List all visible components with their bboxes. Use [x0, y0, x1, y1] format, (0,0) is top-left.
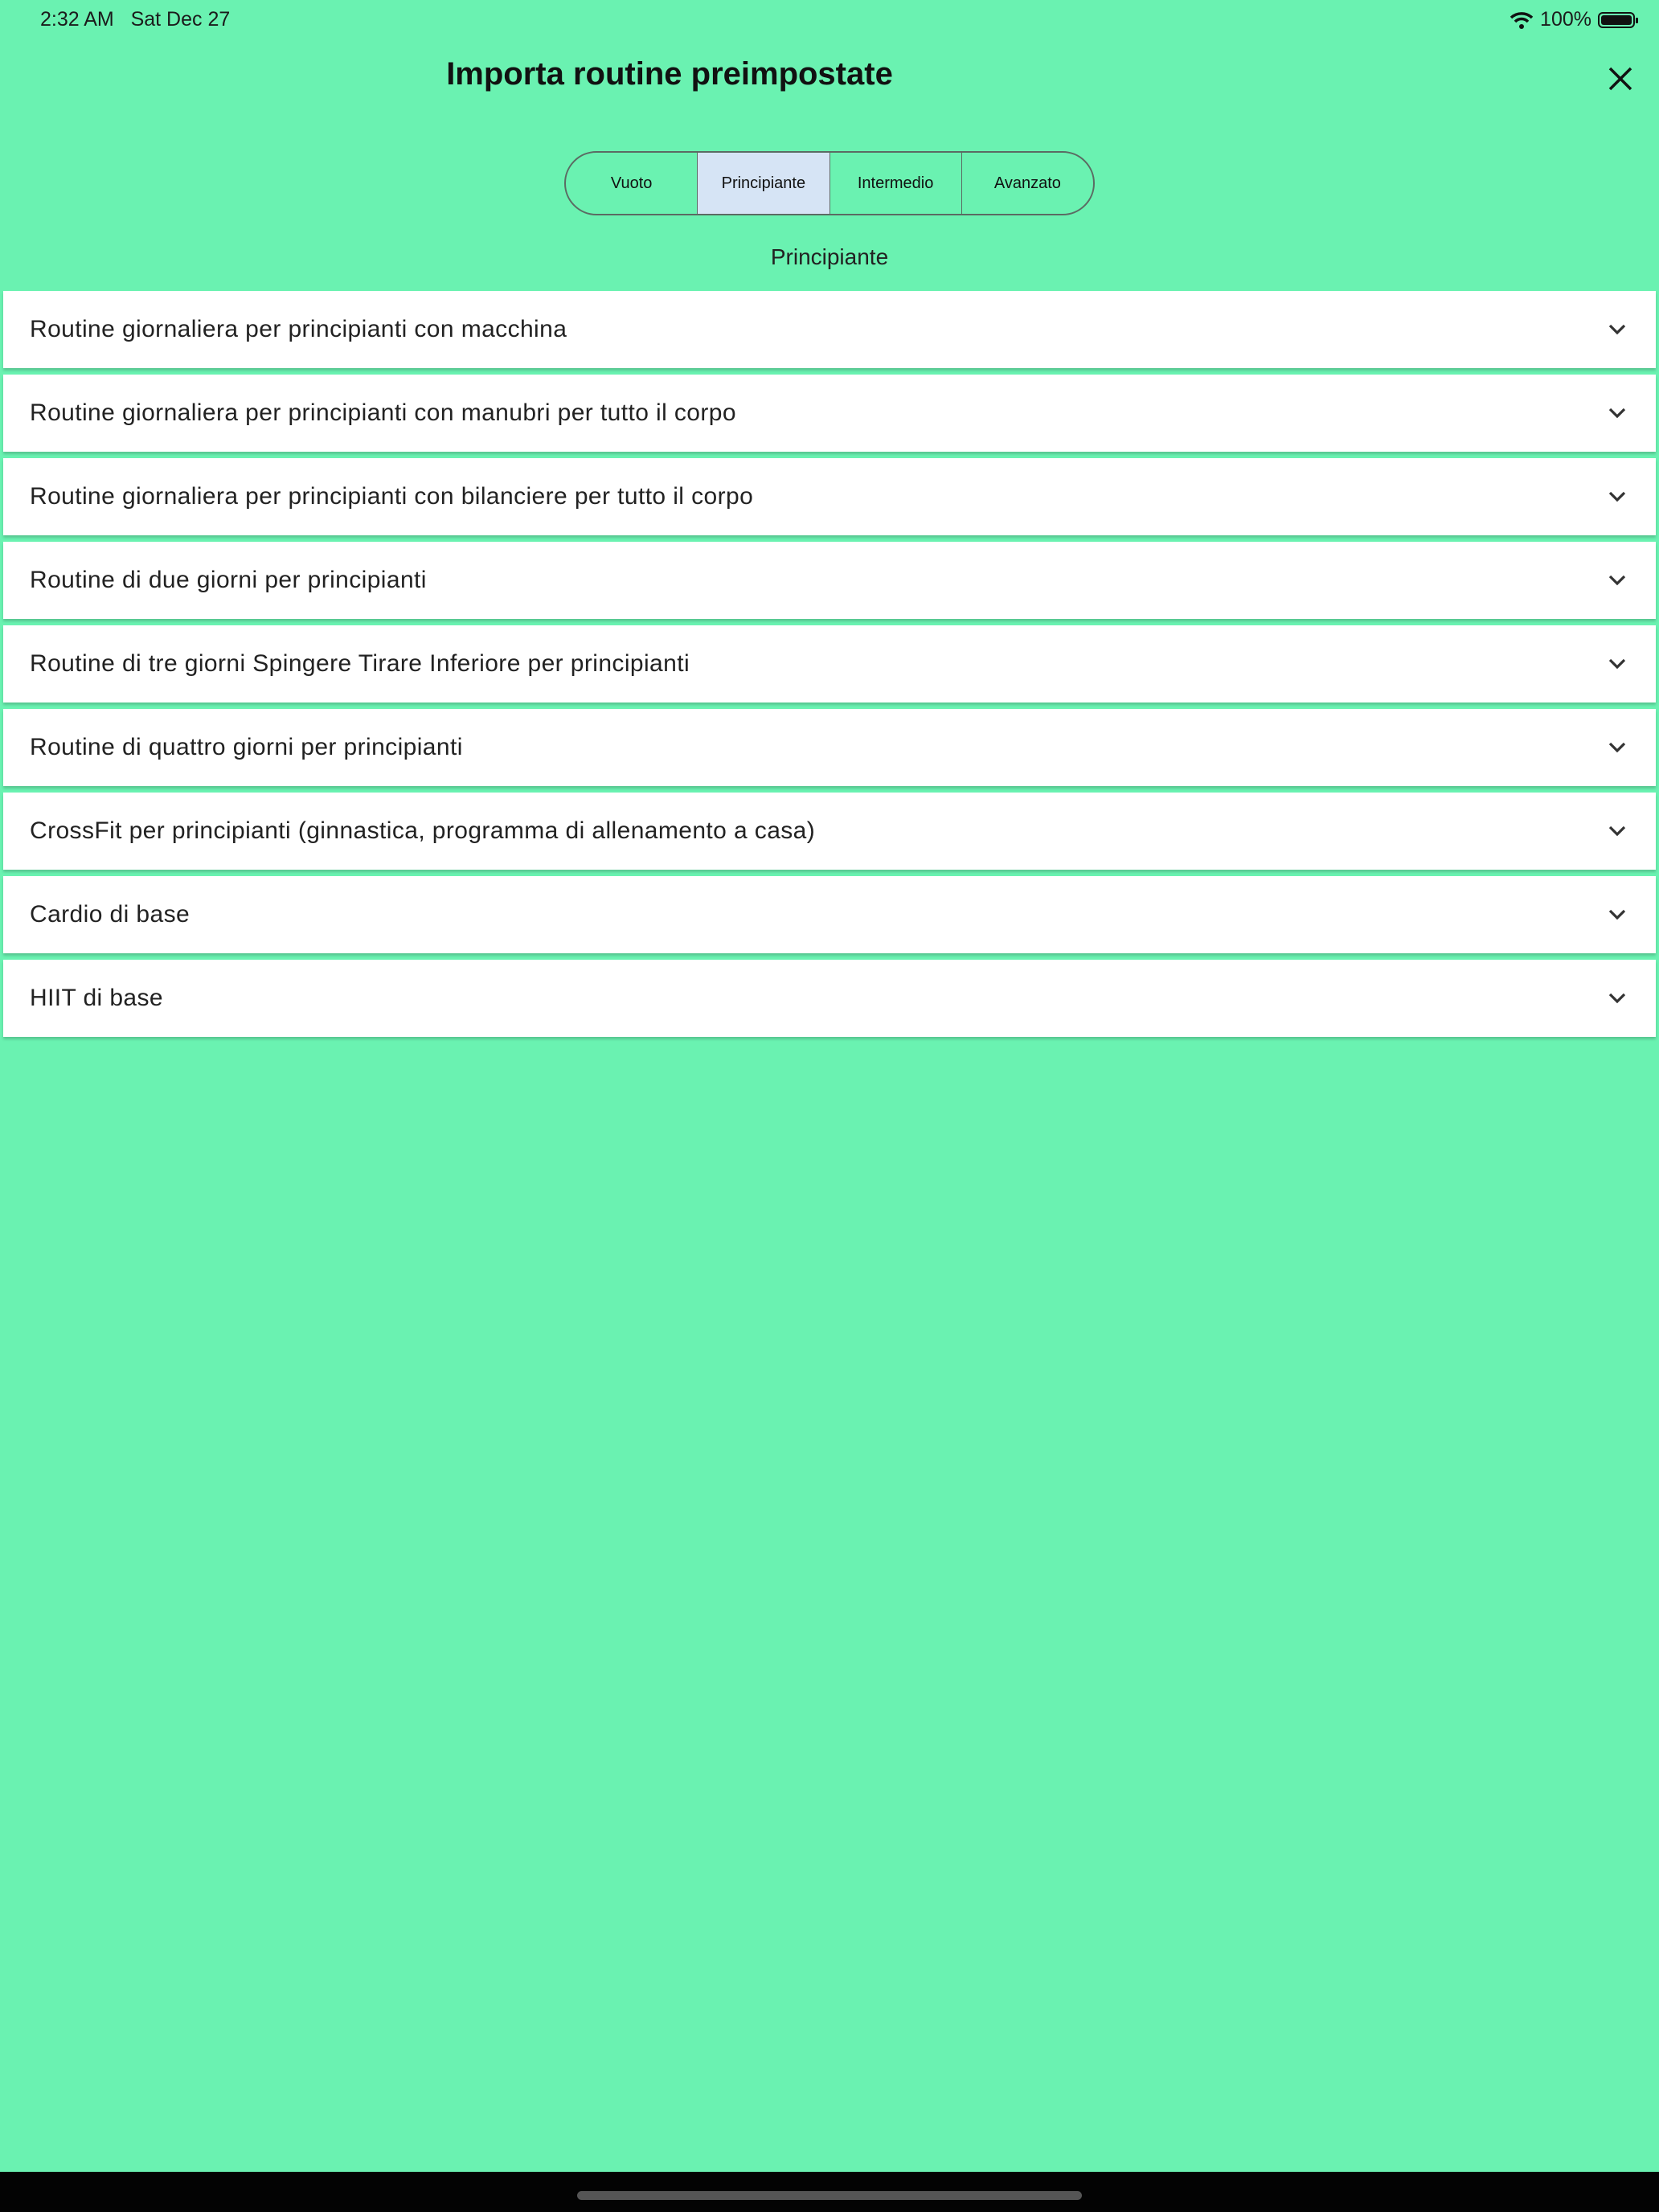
routine-item[interactable]	[3, 542, 1656, 619]
section-title: Principiante	[770, 244, 889, 269]
routine-item[interactable]	[3, 876, 1656, 953]
status-right	[1509, 8, 1635, 31]
routine-item[interactable]	[3, 709, 1656, 786]
routine-label: Cardio di base	[30, 901, 190, 928]
routine-label: Routine di tre giorni Spingere Tirare Inferiore per principianti	[30, 650, 690, 677]
wifi-icon	[1509, 11, 1534, 29]
time-text: 2:32 AM	[40, 8, 114, 31]
routine-label: Routine giornaliera per principianti con macchina	[30, 316, 567, 342]
segment-intermedio[interactable]: Intermedio	[830, 153, 961, 214]
status-bar	[0, 5, 1659, 34]
bottom-bar	[0, 2172, 1659, 2212]
segment-vuoto[interactable]: Vuoto	[610, 174, 653, 192]
routine-list	[3, 291, 1656, 1043]
chevron-down-icon	[1608, 490, 1627, 503]
routine-label: Routine di quattro giorni per principianti	[30, 734, 463, 760]
date-text: Sat Dec 27	[130, 8, 231, 31]
chevron-down-icon	[1608, 574, 1627, 587]
routine-item[interactable]	[3, 291, 1656, 368]
routine-item[interactable]	[3, 793, 1656, 870]
routine-item[interactable]	[3, 625, 1656, 703]
chevron-down-icon	[1608, 657, 1627, 670]
routine-label: CrossFit per principianti (ginnastica, programma di allenamento a casa)	[30, 817, 816, 844]
routine-item[interactable]	[3, 375, 1656, 452]
chevron-down-icon	[1608, 407, 1627, 420]
routine-label: Routine giornaliera per principianti con bilanciere per tutto il corpo	[30, 483, 754, 510]
routine-label: Routine di due giorni per principianti	[30, 567, 427, 593]
chevron-down-icon	[1608, 825, 1627, 838]
chevron-down-icon	[1608, 908, 1627, 921]
close-icon	[1608, 67, 1632, 91]
routine-item[interactable]	[3, 960, 1656, 1037]
routine-label: Routine giornaliera per principianti con manubri per tutto il corpo	[30, 399, 736, 426]
routine-label: HIIT di base	[30, 985, 163, 1011]
close-button[interactable]	[1601, 59, 1640, 98]
status-time	[40, 8, 230, 31]
segment-avanzato[interactable]: Avanzato	[961, 153, 1093, 214]
battery-icon	[1598, 12, 1635, 28]
home-indicator[interactable]	[577, 2191, 1082, 2200]
chevron-down-icon	[1608, 992, 1627, 1005]
chevron-down-icon	[1608, 323, 1627, 336]
chevron-down-icon	[1608, 741, 1627, 754]
level-segmented-control	[564, 151, 1095, 215]
segment-principiante[interactable]: Principiante	[697, 153, 829, 214]
routine-item[interactable]	[3, 458, 1656, 535]
battery-percent: 100%	[1540, 8, 1591, 31]
page-title: Importa routine preimpostate	[446, 56, 893, 92]
